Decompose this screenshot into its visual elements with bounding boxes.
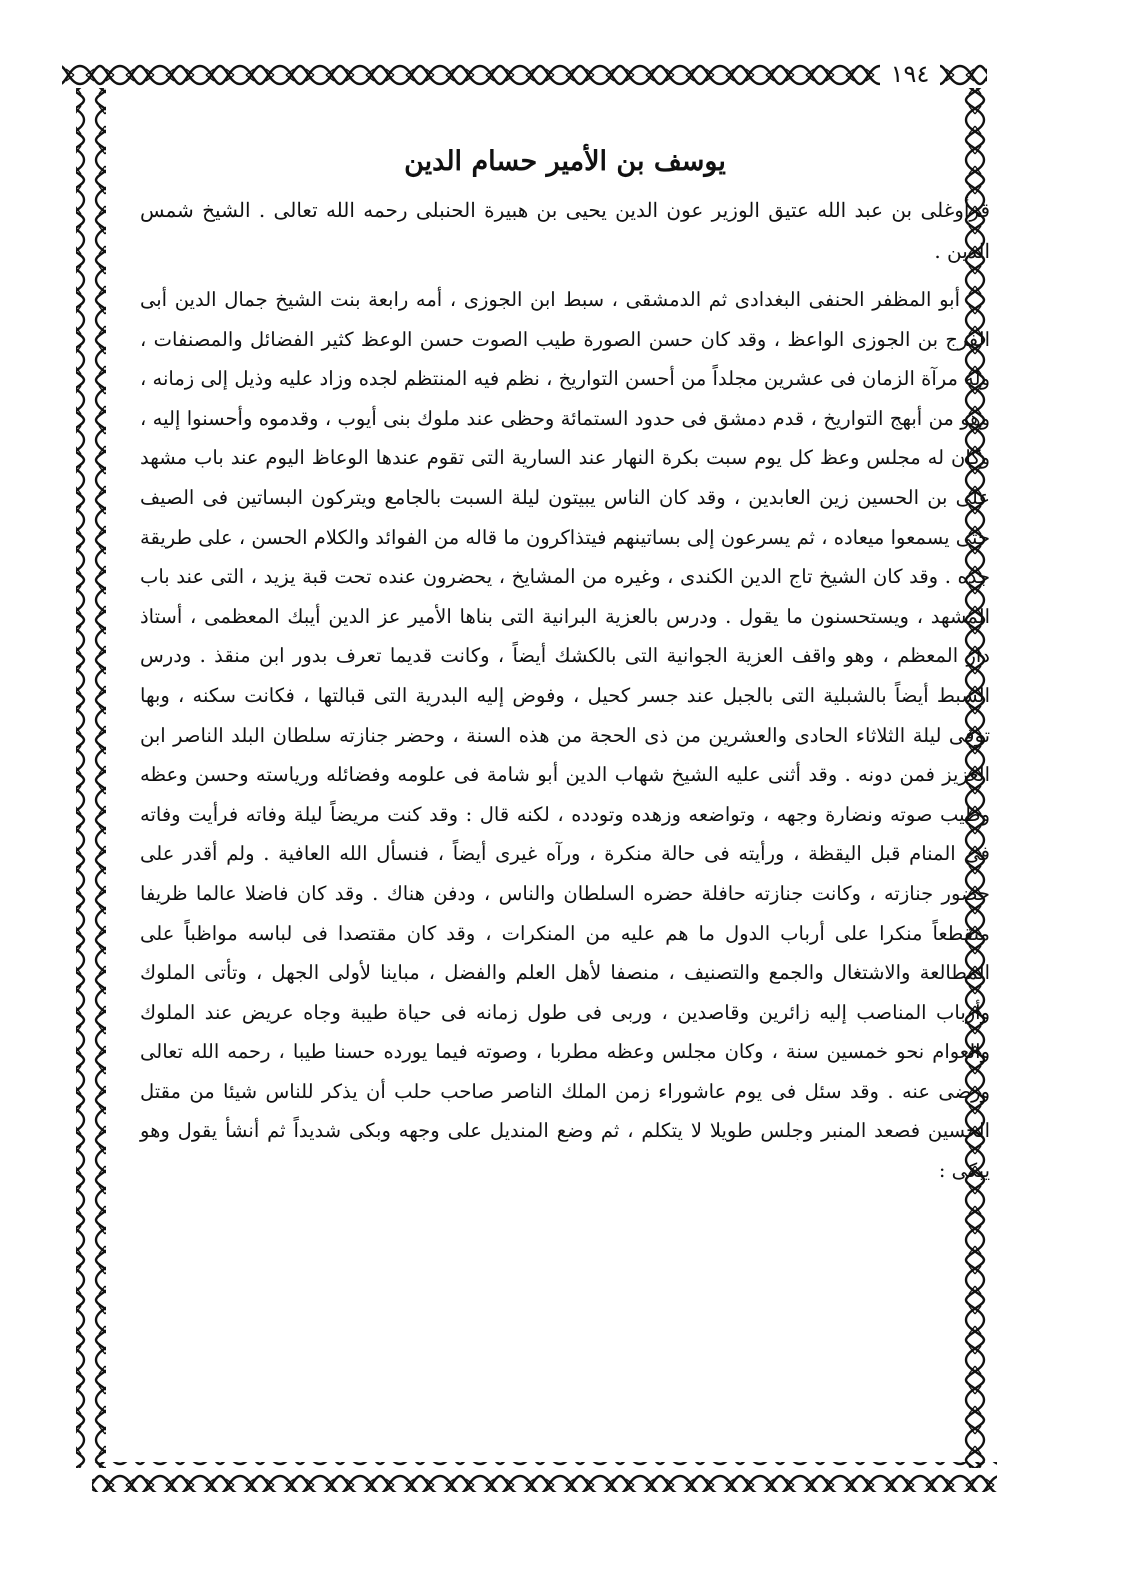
page-title: يوسف بن الأمير حسام الدين (404, 146, 726, 177)
page-number: ١٩٤ (880, 54, 940, 94)
body-paragraph: أبو المظفر الحنفى البغدادى ثم الدمشقى ، سبط ابن الجوزى ، أمه رابعة بنت الشيخ جمال الدين أبى الفرج بن الجوزى الواعظ ، وقد كان حسن الصورة طيب الصوت حسن الوعظ كثير الفضائل والمصنفات ، وله مرآة الزمان فى عشرين مجلداً من أحسن التواريخ ، نظم فيه المنتظم لجده وزاد عليه وذيل إلى زمانه ، وهو من أبهج التواريخ ، قدم دمشق فى حدود الستمائة وحظى عند ملوك بنى أيوب ، وقدموه وأحسنوا إليه ، وكان له مجلس وعظ كل يوم سبت بكرة النهار عند السارية التى تقوم عندها الوعاظ اليوم عند باب مشهد على بن الحسين زين العابدين ، وقد كان الناس يبيتون ليلة السبت بالجامع ويتركون البساتين فى الصيف حتى يسمعوا ميعاده ، ثم يسرعون إلى بساتينهم فيتذاكرون ما قاله من الفوائد والكلام الحسن ، على طريقة جده . وقد كان الشيخ تاج الدين الكندى ، وغيره من المشايخ ، يحضرون عنده تحت قبة يزيد ، التى عند باب المشهد ، ويستحسنون ما يقول . ودرس بالعزية البرانية التى بناها الأمير عز الدين أيبك المعظمى ، أستاذ دار المعظم ، وهو واقف العزية الجوانية التى بالكشك أيضاً ، وكانت قديما تعرف بدور ابن منقذ . ودرس السبط أيضاً بالشبلية التى بالجبل عند جسر كحيل ، وفوض إليه البدرية التى قبالتها ، فكانت سكنه ، وبها توفى ليلة الثلاثاء الحادى والعشرين من ذى الحجة من هذه السنة ، وحضر جنازته سلطان البلد الناصر ابن العزيز فمن دونه . وقد أثنى عليه الشيخ شهاب الدين أبو شامة فى علومه وفضائله ورياسته وحسن وعظه وطيب صوته ونضارة وجهه ، وتواضعه وزهده وتودده ، لكنه قال : وقد كنت مريضاً ليلة وفاته فرأيت وفاته فى المنام قبل اليقظة ، ورأيته فى حالة منكرة ، ورآه غيرى أيضاً ، فنسأل الله العافية . ولم أقدر على حضور جنازته ، وكانت جنازته حافلة حضره السلطان والناس ، ودفن هناك . وقد كان فاضلا عالما ظريفا منقطعاً منكرا على أرباب الدول ما هم عليه من المنكرات ، وقد كان مقتصدا فى لباسه مواظباً على المطالعة والاشتغال والجمع والتصنيف ، منصفا لأهل العلم والفضل ، مباينا لأولى الجهل ، وتأتى الملوك وأرباب المناصب إليه زائرين وقاصدين ، وربى فى طول زمانه فى حياة طيبة وجاه عريض عند الملوك والعوام نحو خمسين سنة ، وكان مجلس وعظه مطربا ، وصوته فيما يورده حسنا طيبا ، رحمه الله تعالى ورضى عنه . وقد سئل فى يوم عاشوراء زمن الملك الناصر صاحب حلب أن يذكر للناس شيئا من مقتل الحسين فصعد المنبر وجلس طويلا لا يتكلم ، ثم وضع المنديل على وجهه وبكى شديداً ثم أنشأ يقول وهو يبكى : (140, 288, 990, 1183)
page-content (140, 140, 990, 1440)
lineage-line: قزأوغلى بن عبد الله عتيق الوزير عون الدين يحيى بن هبيرة الحنبلى رحمه الله تعالى . الشيخ شمس الدين . (140, 198, 990, 263)
